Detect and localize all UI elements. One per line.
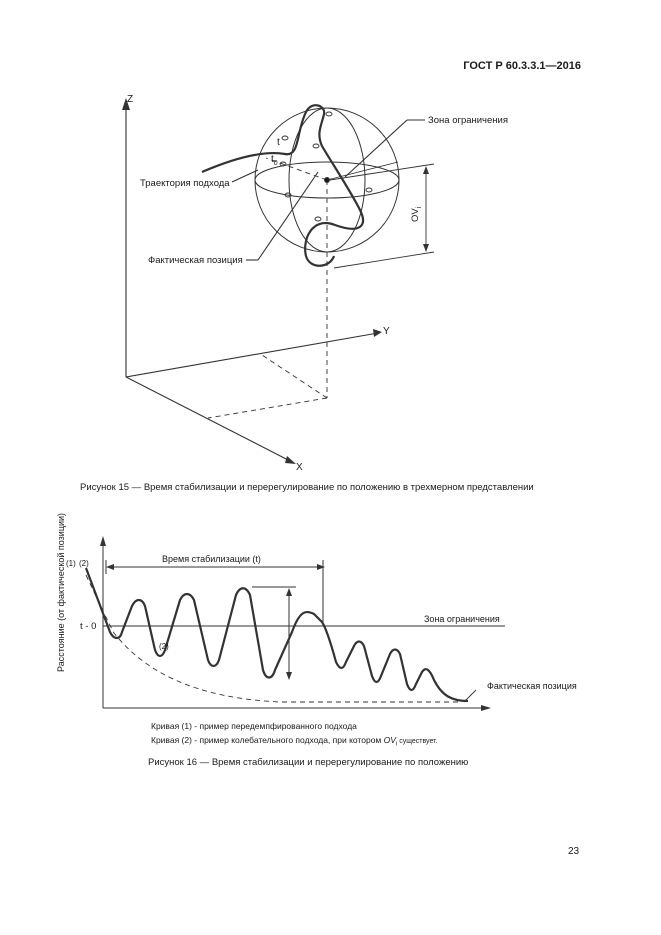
trajectory-label: Траектория подхода <box>140 178 230 189</box>
curve-1-note: Кривая (1) - пример передемпфированного подхода <box>151 721 357 731</box>
t-label: t <box>277 137 280 148</box>
ov-label: $OV_i$ <box>410 206 423 222</box>
y-axis-label: Y <box>383 326 390 337</box>
t0-tick: t - 0 <box>80 621 97 632</box>
zone-label: Зона ограничения <box>428 115 508 126</box>
actual-position-label-16: Фактическая позиция <box>487 681 577 691</box>
z-axis-label: Z <box>127 94 134 105</box>
projection-to-y <box>262 355 327 398</box>
curve-2-note-suffix: существует. <box>397 738 438 745</box>
curve-2-inline-label: (2) <box>159 642 169 651</box>
curve-2-note-ov: OV <box>383 735 396 745</box>
curve-2-note-sub: i <box>395 741 398 748</box>
curve-1-label: (1) <box>66 559 76 568</box>
curve-2-label: (2) <box>79 559 89 568</box>
x-arrow <box>285 456 296 464</box>
zone-label-16: Зона ограничения <box>424 614 500 624</box>
page-number: 23 <box>568 846 580 857</box>
curve-2-note <box>151 735 438 748</box>
settling-time-label: Время стабилизации (t) <box>162 554 261 564</box>
actual-position-label: Фактическая позиция <box>148 255 243 266</box>
curve-2-note-text: Кривая (2) - пример колебательного подхода, при котором <box>151 735 384 745</box>
projection-to-x <box>208 398 327 418</box>
figure-15-caption: Рисунок 15 — Время стабилизации и перерегулирование по положению в трехмерном представлении <box>80 482 534 493</box>
chart-ylabel: Расстояние (от фактической позиции) <box>56 512 66 672</box>
trajectory-leader <box>232 170 258 182</box>
document-header: ГОСТ Р 60.3.3.1—2016 <box>463 60 581 72</box>
x-axis <box>126 377 292 462</box>
ov-bottom-ext <box>334 252 434 268</box>
y-arrow <box>373 329 382 337</box>
t0-label: $t_0$ <box>271 154 278 167</box>
figure-16-caption: Рисунок 16 — Время стабилизации и перерегулирование по положению <box>148 757 469 768</box>
x-axis-label: X <box>296 462 303 473</box>
y-axis <box>126 333 378 377</box>
